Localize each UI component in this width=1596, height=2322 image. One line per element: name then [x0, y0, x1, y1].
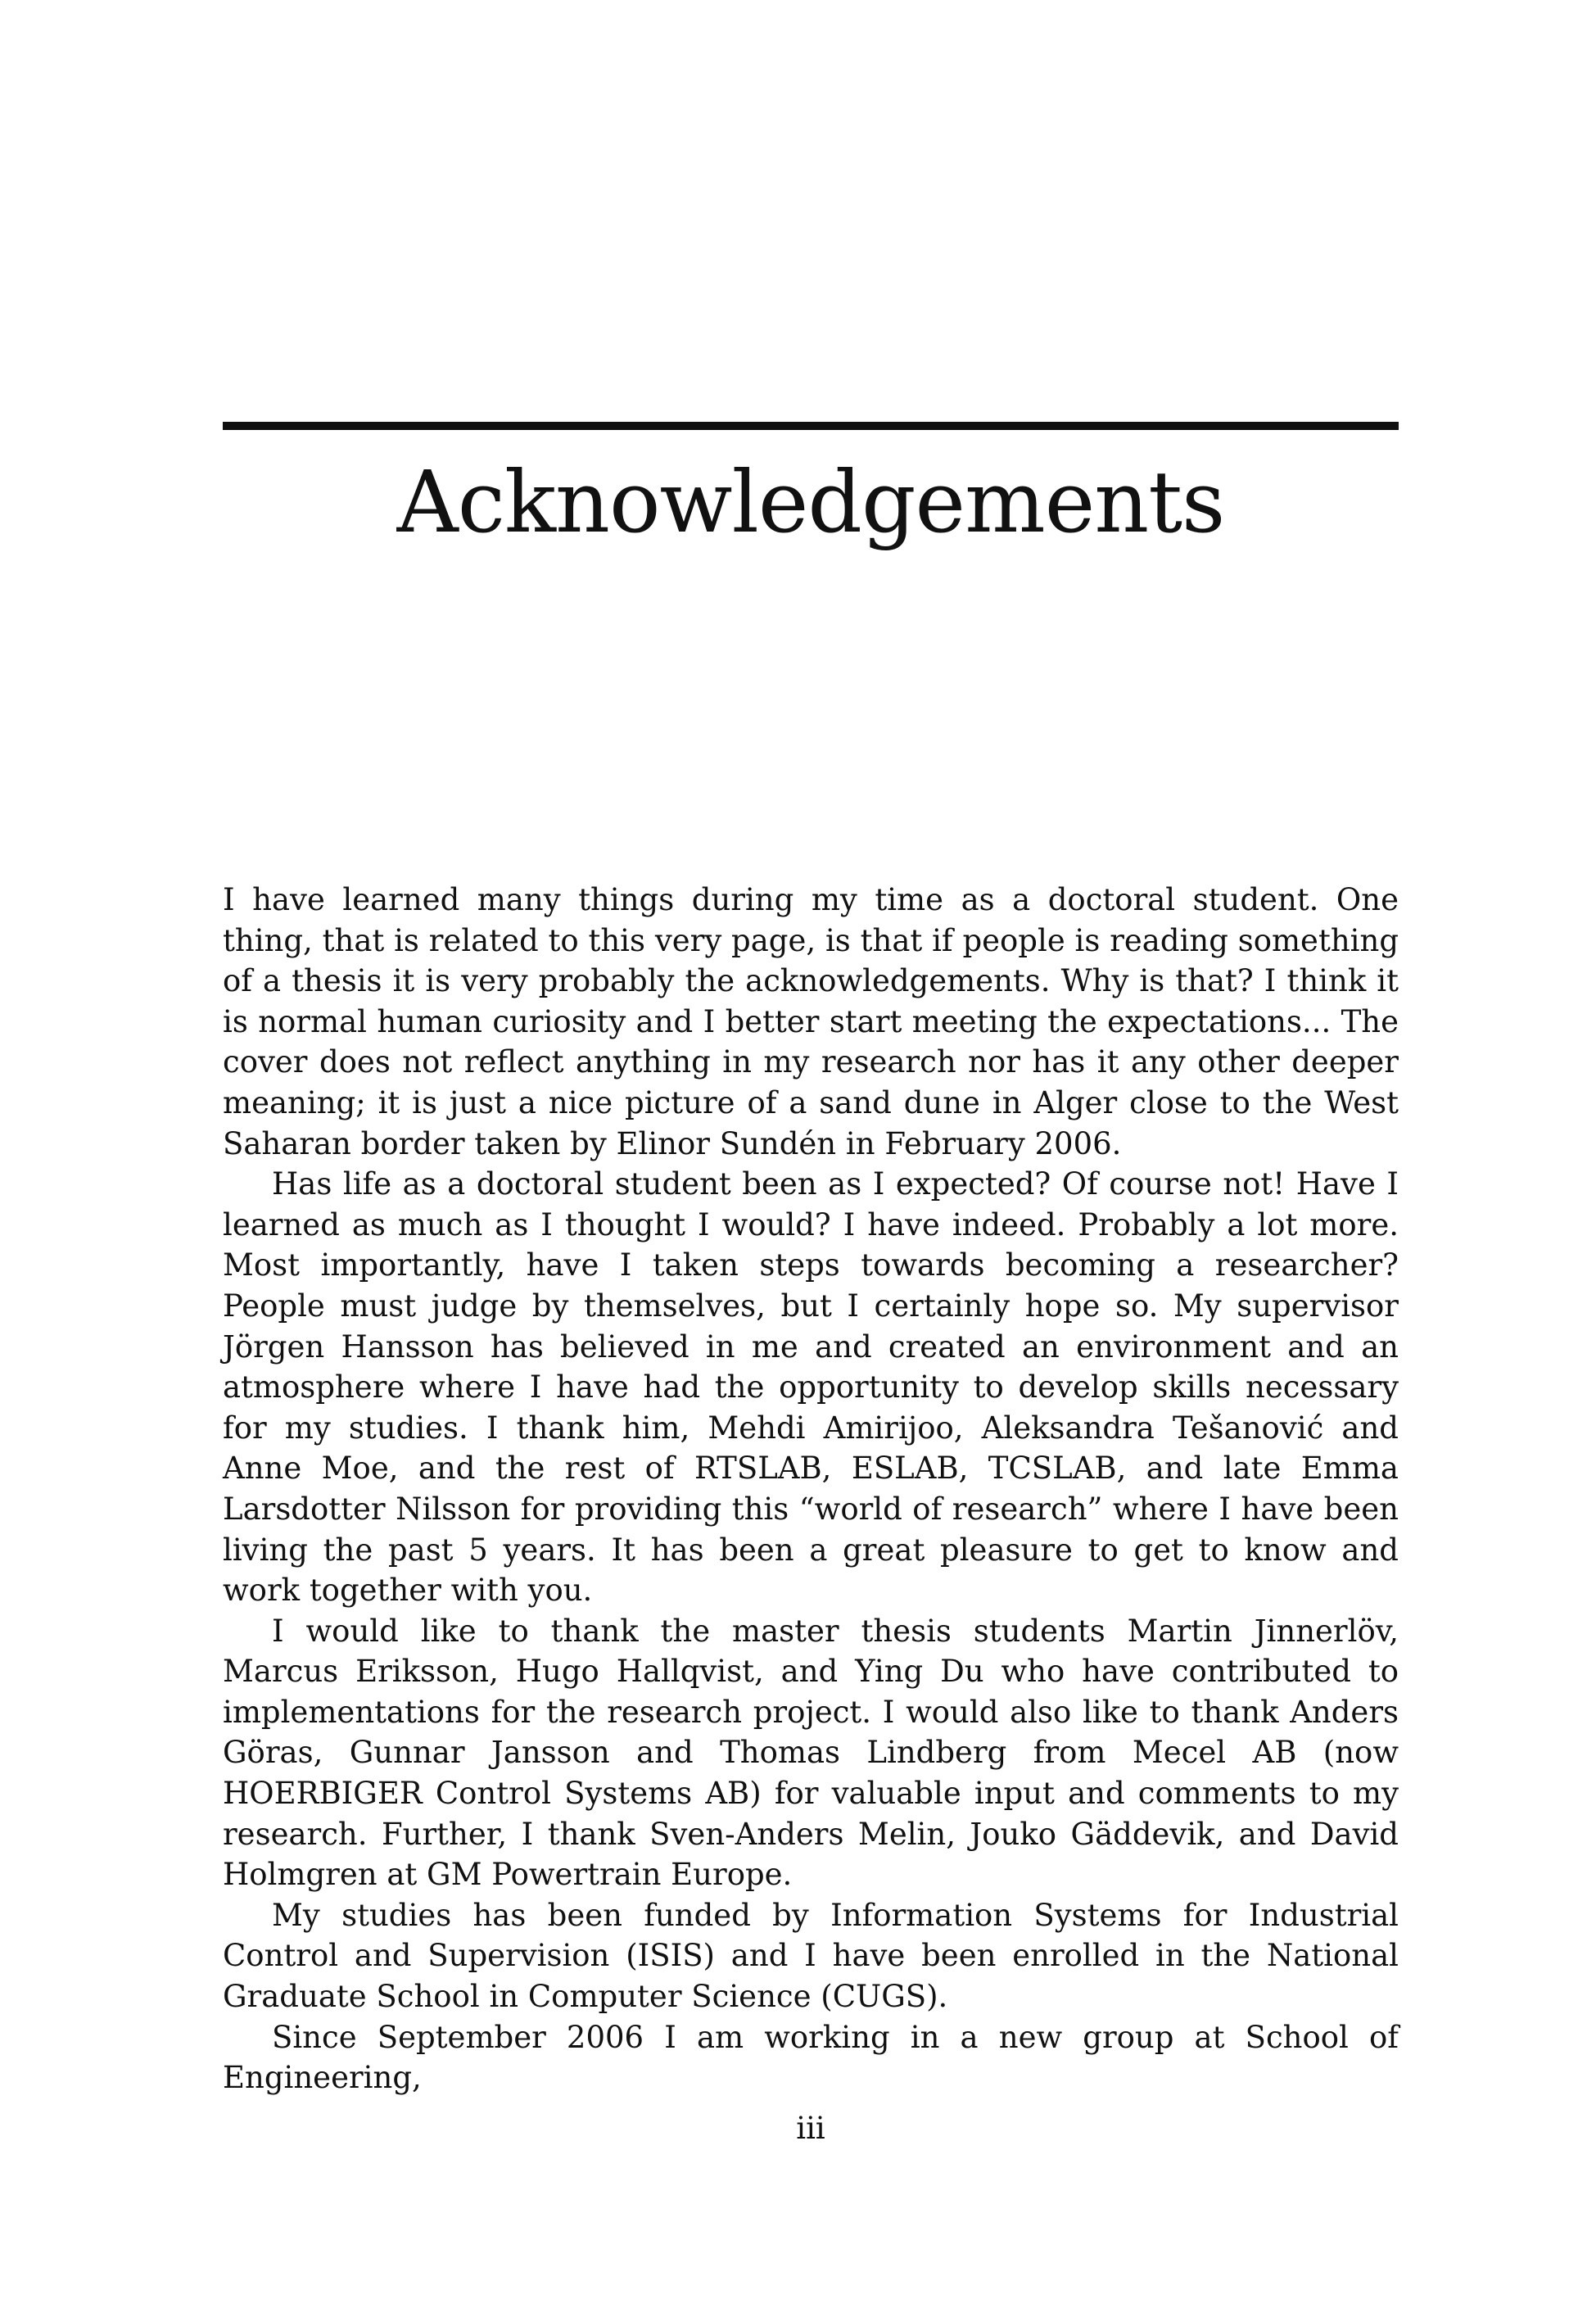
paragraph-4: My studies has been funded by Information Systems for Industrial Control and Supervision (ISIS) and I have been enrolled in the National Graduate School in Computer Science (CUGS). — [223, 1897, 1399, 2015]
acknowledgements-body — [223, 880, 1399, 2098]
chapter-title: Acknowledgements — [396, 452, 1225, 552]
paragraph-1: I have learned many things during my time as a doctoral student. One thing, that is related to this very page, is that if people is reading something of a thesis it is very probably the acknowledgements. Why is that? I think it is normal human curiosity and I better start meeting the expectations... The cover does not reflect anything in my research nor has it any other deeper meaning; it is just a nice picture of a sand dune in Alger close to the West Saharan border taken by Elinor Sundén in February 2006. — [223, 882, 1399, 1161]
paragraph-3: I would like to thank the master thesis students Martin Jinnerlöv, Marcus Eriksson, Hugo Hallqvist, and Ying Du who have contributed to implementations for the research project. I would also like to thank Anders Göras, Gunnar Jansson and Thomas Lindberg from Mecel AB (now HOERBIGER Control Systems AB) for valuable input and comments to my research. Further, I thank Sven-Anders Melin, Jouko Gäddevik, and David Holmgren at GM Powertrain Europe. — [223, 1613, 1399, 1893]
paragraph-2: Has life as a doctoral student been as I expected? Of course not! Have I learned as much as I thought I would? I have indeed. Probably a lot more. Most importantly, have I taken steps towards becoming a researcher? People must judge by themselves, but I certainly hope so. My supervisor Jörgen Hansson has believed in me and created an environment and an atmosphere where I have had the opportunity to develop skills necessary for my studies. I thank him, Mehdi Amirijoo, Aleksandra Tešanović and Anne Moe, and the rest of RTSLAB, ESLAB, TCSLAB, and late Emma Larsdotter Nilsson for providing this “world of research” where I have been living the past 5 years. It has been a great pleasure to get to know and work together with you. — [223, 1166, 1399, 1609]
page-number: iii — [796, 2111, 825, 2146]
paragraph-5: Since September 2006 I am working in a new group at School of Engineering, — [223, 2019, 1399, 2096]
chapter-rule — [223, 422, 1399, 430]
